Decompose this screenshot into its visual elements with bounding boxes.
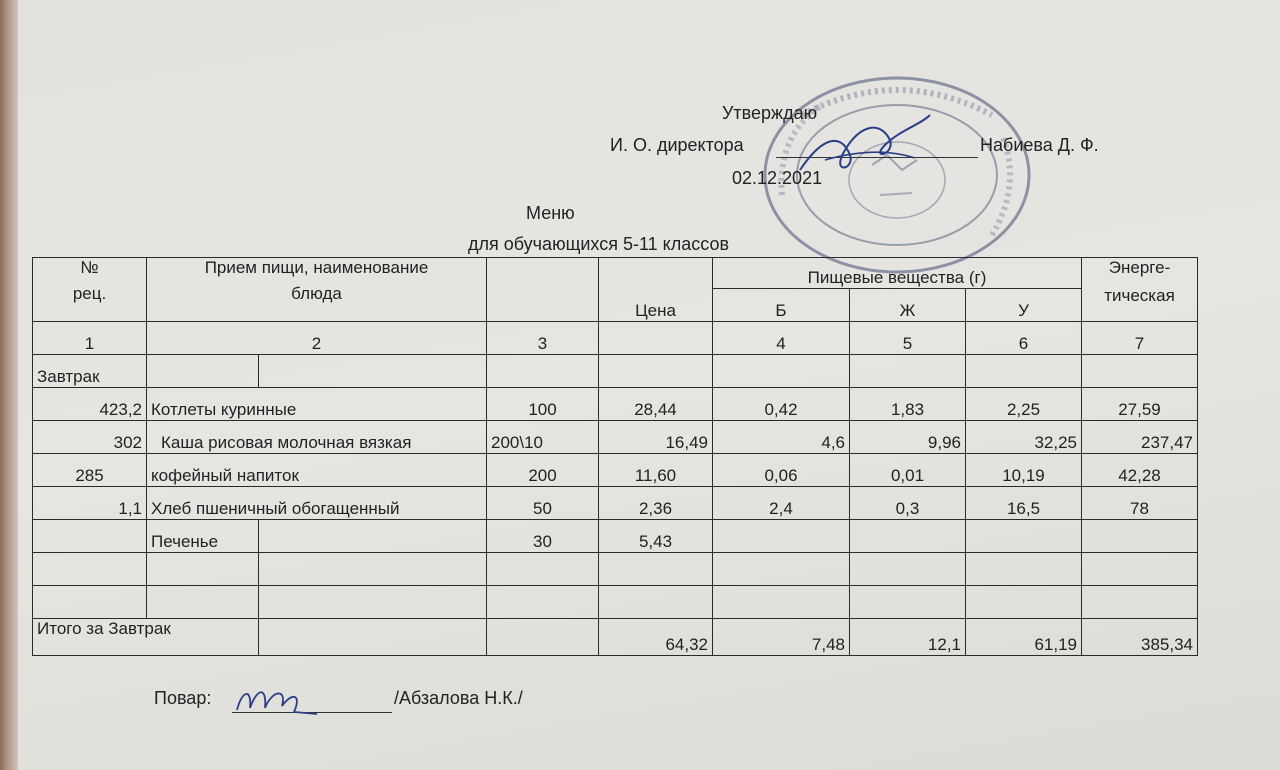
header-energy-line1: Энерге-: [1108, 258, 1171, 277]
approval-date: 02.12.2021: [732, 168, 823, 188]
total-u: 61,19: [966, 619, 1082, 656]
row-b: 4,6: [713, 421, 850, 454]
colnum-5: 5: [850, 322, 966, 355]
menu-table: [32, 257, 1198, 656]
row-zh: [850, 520, 966, 553]
row-energy: 42,28: [1082, 454, 1198, 487]
row-dish: Котлеты куринные: [147, 388, 487, 421]
cook-name: /Абзалова Н.К./: [394, 688, 523, 708]
row-num: 302: [33, 421, 147, 454]
header-weight: [487, 258, 599, 322]
row-b: 2,4: [713, 487, 850, 520]
row-zh: 0,3: [850, 487, 966, 520]
row-zh: 1,83: [850, 388, 966, 421]
empty-row: [33, 586, 1198, 619]
table-row: [33, 421, 1198, 454]
header-energy-line2: тическая: [1104, 286, 1175, 305]
table-row: [33, 520, 1198, 553]
row-b: 0,06: [713, 454, 850, 487]
row-u: [966, 520, 1082, 553]
row-weight: 100: [487, 388, 599, 421]
row-price: 2,36: [599, 487, 713, 520]
row-num: 1,1: [33, 487, 147, 520]
row-u: 32,25: [966, 421, 1082, 454]
approve-label: Утверждаю: [722, 103, 818, 123]
row-dish: Каша рисовая молочная вязкая: [147, 421, 487, 454]
row-u: 10,19: [966, 454, 1082, 487]
table-row: [33, 487, 1198, 520]
header-dish: [147, 258, 487, 322]
row-energy: 27,59: [1082, 388, 1198, 421]
menu-title: Меню: [526, 203, 575, 223]
row-weight: 50: [487, 487, 599, 520]
header-num: [33, 258, 147, 322]
colnum-7: 7: [1082, 322, 1198, 355]
director-name: Набиева Д. Ф.: [980, 135, 1099, 155]
row-u: 2,25: [966, 388, 1082, 421]
header-zh: Ж: [850, 289, 966, 322]
row-price: 16,49: [599, 421, 713, 454]
row-b: [713, 520, 850, 553]
row-zh: 9,96: [850, 421, 966, 454]
colnum-3: 3: [487, 322, 599, 355]
row-zh: 0,01: [850, 454, 966, 487]
total-row: [33, 619, 1198, 656]
header-b: Б: [713, 289, 850, 322]
row-weight: 200\10: [487, 421, 599, 454]
header-dish-line1: Прием пищи, наименование: [204, 258, 429, 277]
row-dish: Хлеб пшеничный обогащенный: [147, 487, 487, 520]
row-u: 16,5: [966, 487, 1082, 520]
header-u: У: [966, 289, 1082, 322]
section-row: [33, 355, 1198, 388]
row-dish: кофейный напиток: [147, 454, 487, 487]
row-price: 11,60: [599, 454, 713, 487]
header-dish-line2: блюда: [291, 284, 342, 303]
cook-label: Повар:: [154, 688, 212, 708]
row-energy: 237,47: [1082, 421, 1198, 454]
director-title: И. О. директора: [610, 135, 744, 155]
total-price: 64,32: [599, 619, 713, 656]
table-row: [33, 454, 1198, 487]
colnum-1: 1: [33, 322, 147, 355]
column-number-row: [33, 322, 1198, 355]
menu-subtitle: для обучающихся 5-11 классов: [468, 234, 730, 254]
row-num: [33, 520, 147, 553]
row-energy: 78: [1082, 487, 1198, 520]
total-zh: 12,1: [850, 619, 966, 656]
empty-row: [33, 553, 1198, 586]
colnum-4: 4: [713, 322, 850, 355]
section-label: Завтрак: [33, 355, 147, 388]
colnum-2: 2: [147, 322, 487, 355]
header-nutrients: Пищевые вещества (г): [713, 258, 1082, 289]
row-weight: 200: [487, 454, 599, 487]
row-b: 0,42: [713, 388, 850, 421]
total-energy: 385,34: [1082, 619, 1198, 656]
header-num-line1: №: [80, 258, 99, 277]
row-price: 28,44: [599, 388, 713, 421]
row-weight: 30: [487, 520, 599, 553]
colnum-6: 6: [966, 322, 1082, 355]
header-num-line2: рец.: [72, 284, 107, 303]
cook-signature: [232, 680, 322, 720]
total-label: Итого за Завтрак: [33, 619, 259, 656]
row-dish: Печенье: [147, 520, 259, 553]
colnum-empty: [599, 322, 713, 355]
row-num: 423,2: [33, 388, 147, 421]
total-b: 7,48: [713, 619, 850, 656]
table-header-row: [33, 258, 1198, 289]
row-num: 285: [33, 454, 147, 487]
row-energy: [1082, 520, 1198, 553]
table-row: [33, 388, 1198, 421]
header-price: Цена: [599, 258, 713, 322]
header-energy: [1082, 258, 1198, 322]
row-price: 5,43: [599, 520, 713, 553]
